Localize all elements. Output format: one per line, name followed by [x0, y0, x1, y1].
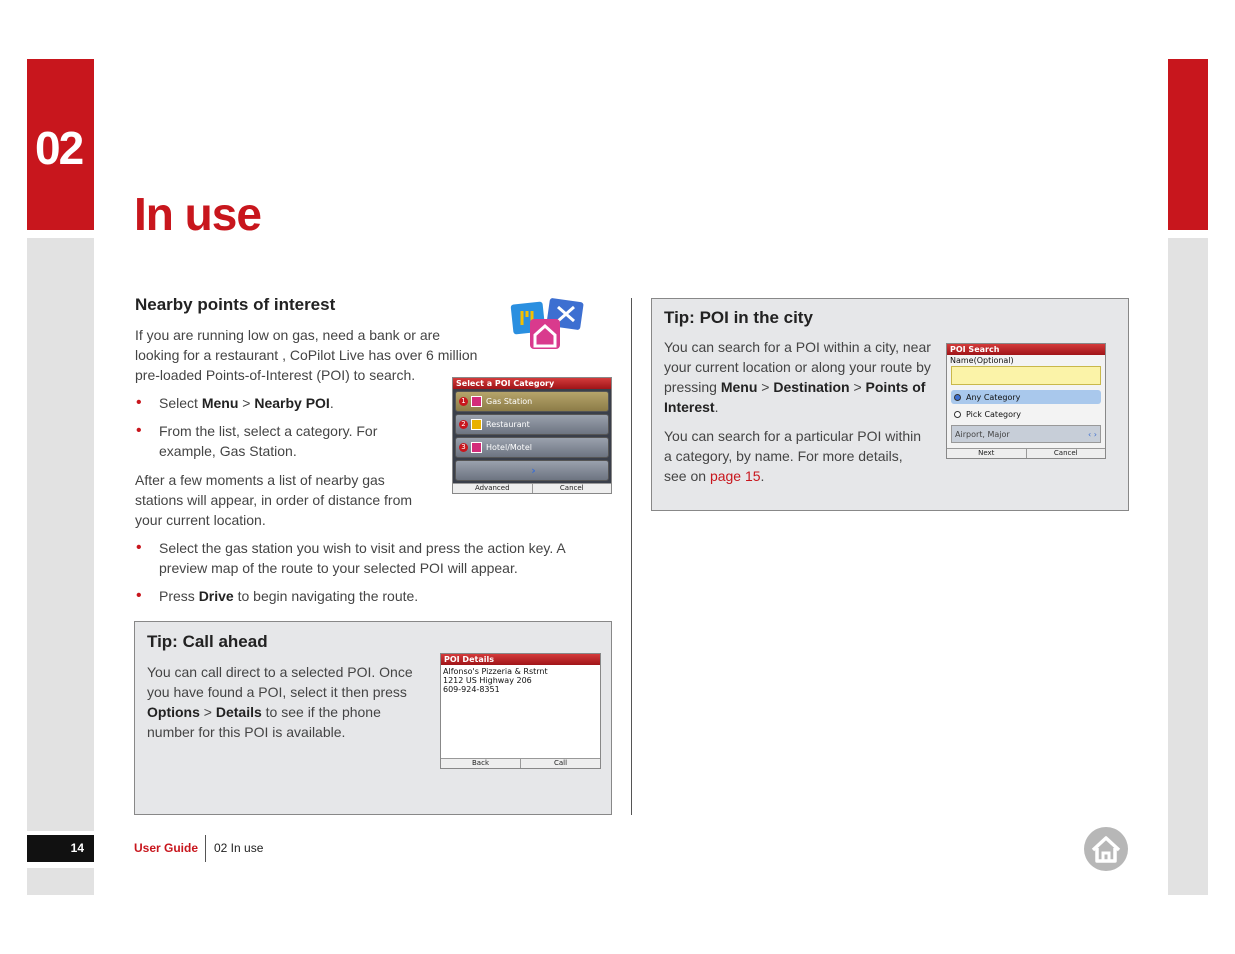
left-grey-bar-bottom — [27, 868, 94, 895]
section-intro: If you are running low on gas, need a bank or are looking for a restaurant , CoPilot Live has over 6 million pre-loaded Points-of-Interest (POI) to search. — [135, 327, 478, 383]
arrows-icon: ‹ › — [1088, 429, 1097, 439]
poi-item-gas-station: 1 Gas Station — [455, 391, 609, 412]
poi-categories-icon — [508, 297, 588, 359]
poi-details-screenshot — [440, 653, 601, 769]
screen-title: POI Details — [441, 654, 600, 665]
tip-call-text: You can call direct to a selected POI. Once you have found a POI, select it then press Options > Details to see if the phone number for this POI is available. — [147, 664, 413, 740]
city-field: Airport, Major ‹ › — [951, 425, 1101, 443]
right-red-bar — [1168, 59, 1208, 230]
tip-call-heading: Tip: Call ahead — [147, 632, 268, 651]
tip-city-heading: Tip: POI in the city — [664, 308, 813, 327]
chapter-number — [27, 59, 94, 230]
right-grey-bar — [1168, 238, 1208, 895]
restaurant-icon — [471, 419, 482, 430]
footer-guide: User Guide — [134, 841, 199, 855]
bullet-list-1 — [135, 393, 435, 469]
hotel-icon — [471, 442, 482, 453]
radio-icon — [954, 411, 961, 418]
section-heading: Nearby points of interest — [135, 295, 336, 314]
page-number: 14 — [27, 835, 94, 862]
option-pick-category: Pick Category — [951, 407, 1101, 421]
option-any-category: Any Category — [951, 390, 1101, 404]
softkeys: Next Cancel — [947, 448, 1105, 458]
bullet-select-nearby: • Select Menu > Nearby POI. — [135, 393, 435, 413]
left-grey-bar — [27, 238, 94, 831]
page-title: In use — [134, 188, 261, 240]
name-label: Name(Optional) — [950, 356, 1014, 365]
footer-chapter: 02 In use — [214, 841, 264, 855]
chevron-right-icon: › — [531, 464, 536, 477]
bullet-list-2 — [135, 538, 605, 614]
gas-station-icon — [471, 396, 482, 407]
poi-item-more — [455, 460, 609, 481]
poi-search-screenshot — [946, 343, 1106, 459]
tip-call-ahead — [134, 621, 612, 815]
footer-divider — [205, 835, 206, 862]
screen-title: POI Search — [947, 344, 1105, 355]
bullet-select-station: • Select the gas station you wish to visit and press the action key. A preview map of the route to your selected POI will appear. — [135, 538, 605, 578]
section-after: After a few moments a list of nearby gas stations will appear, in order of distance from your current location. — [135, 472, 413, 528]
tip-city-text-2: You can search for a particular POI within a category, by name. For more details, see on page 15. — [664, 428, 922, 484]
poi-details-lines: Alfonso's Pizzeria & Rstrnt 1212 US Highway 206 609-924-8351 — [443, 667, 548, 694]
tip-city-text-1: You can search for a POI within a city, near your current location or along your route by pressing Menu > Destination > Points of Interest. — [664, 339, 931, 415]
softkeys: Back Call — [441, 758, 600, 768]
bullet-select-category: • From the list, select a category. For example, Gas Station. — [135, 421, 435, 461]
poi-category-screenshot — [452, 377, 612, 494]
bullet-press-drive: • Press Drive to begin navigating the route. — [135, 586, 605, 606]
tip-poi-city — [651, 298, 1129, 511]
home-icon[interactable] — [1083, 826, 1129, 872]
name-field — [951, 366, 1101, 385]
chapter-number-text: 02 — [35, 122, 83, 174]
radio-selected-icon — [954, 394, 961, 401]
poi-item-hotel: 3 Hotel/Motel — [455, 437, 609, 458]
softkeys: Advanced Cancel — [453, 483, 611, 493]
poi-item-restaurant: 2 Restaurant — [455, 414, 609, 435]
screen-title: Select a POI Category — [453, 378, 611, 389]
page-15-link[interactable]: page 15 — [709, 468, 761, 484]
column-divider — [631, 298, 632, 815]
